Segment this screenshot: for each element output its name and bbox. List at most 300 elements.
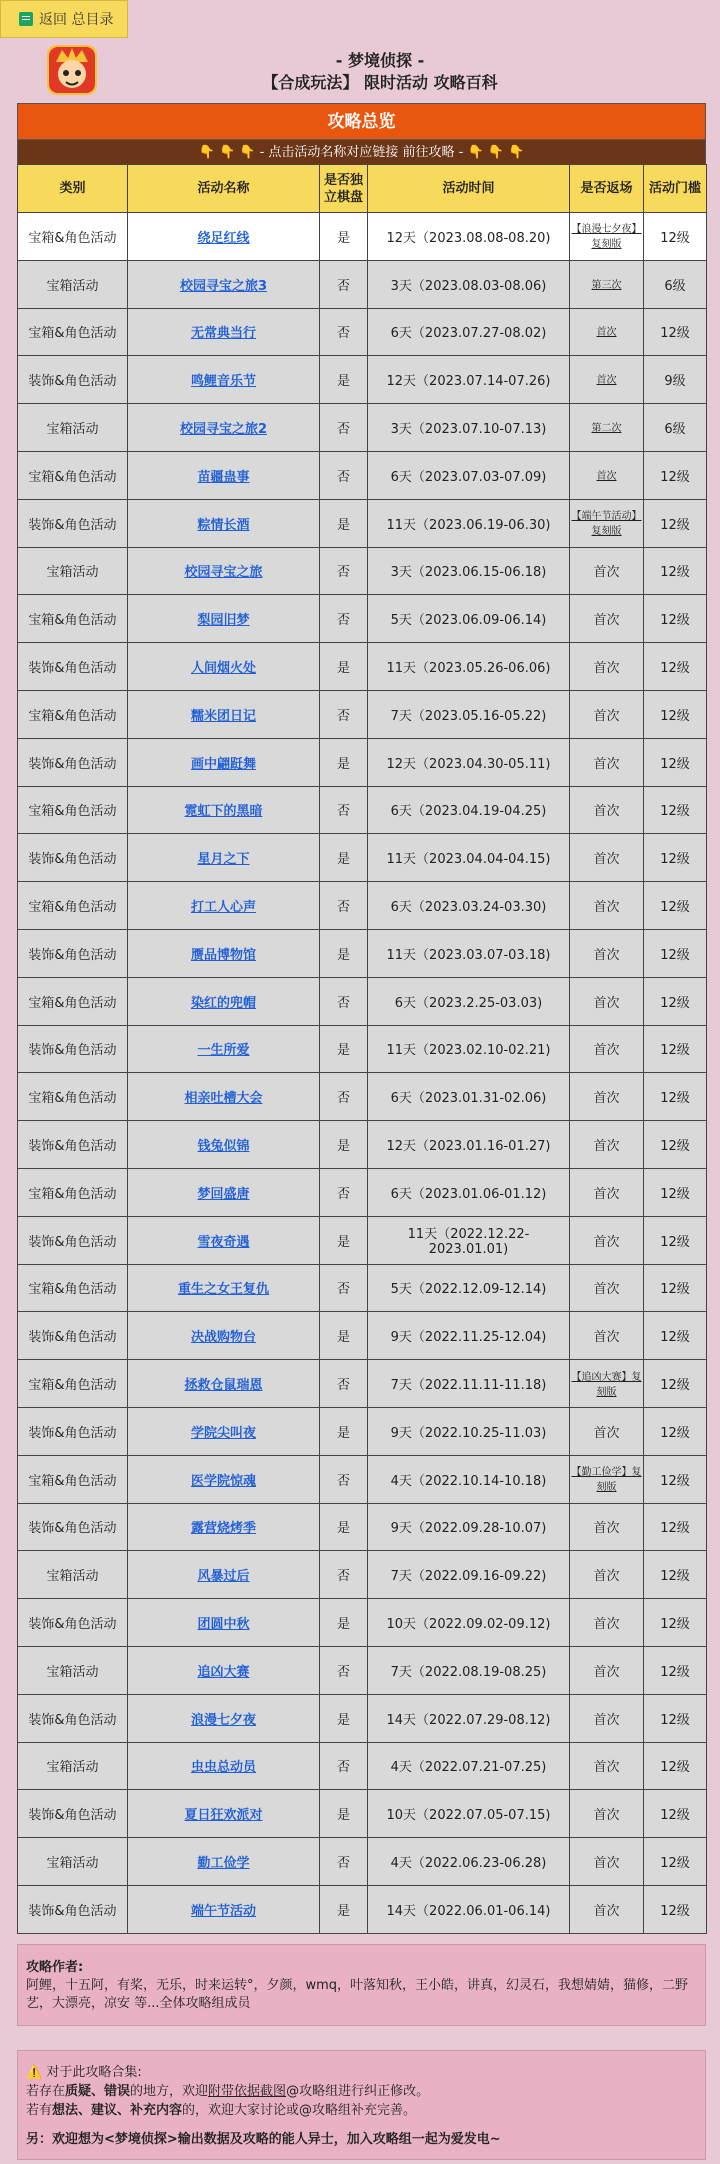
rerun-link-text[interactable]: 首次 — [596, 375, 617, 387]
cell-activity-time: 12天（2023.07.14-07.26) — [368, 356, 570, 404]
cell-separate-board: 是 — [320, 1503, 368, 1551]
cell-rerun-text: 首次 — [593, 1617, 620, 1632]
cell-level-req: 12级 — [644, 1885, 707, 1933]
cell-rerun — [570, 1885, 644, 1933]
cell-rerun-text: 首次 — [593, 1569, 620, 1585]
table-row — [18, 1073, 707, 1121]
activity-link-text[interactable]: 染红的兜帽 — [190, 995, 256, 1011]
activity-link[interactable] — [128, 1503, 320, 1551]
cell-rerun — [570, 643, 644, 691]
table-row — [18, 1121, 707, 1169]
activity-link-text[interactable]: 露营烧烤季 — [190, 1521, 256, 1537]
activity-link-text[interactable]: 校园寻宝之旅3 — [179, 278, 268, 294]
activity-link[interactable] — [128, 308, 320, 356]
cell-level-req: 12级 — [644, 1838, 707, 1886]
activity-link[interactable] — [128, 1121, 320, 1169]
table-row — [18, 977, 707, 1025]
cell-separate-board: 否 — [320, 595, 368, 643]
activity-link-text[interactable]: 拯救仓鼠瑞恩 — [184, 1378, 263, 1394]
activity-link-text[interactable]: 星月之下 — [197, 852, 250, 868]
cell-category: 宝箱活动 — [18, 547, 128, 595]
cell-rerun — [570, 882, 644, 930]
activity-link[interactable] — [128, 1694, 320, 1742]
cell-separate-board: 是 — [320, 643, 368, 691]
cell-category: 装饰&角色活动 — [18, 929, 128, 977]
cell-level-req: 12级 — [644, 1694, 707, 1742]
table-row — [18, 643, 707, 691]
header-activity-time: 活动时间 — [368, 165, 570, 213]
rerun-link-text[interactable]: 首次 — [596, 470, 617, 482]
cell-activity-time: 3天（2023.07.10-07.13) — [368, 404, 570, 452]
cell-activity-time: 14天（2022.07.29-08.12) — [368, 1694, 570, 1742]
activity-link[interactable] — [128, 834, 320, 882]
cell-rerun — [570, 1742, 644, 1790]
cell-level-req: 12级 — [644, 977, 707, 1025]
cell-rerun-text: 首次 — [593, 1425, 620, 1441]
table-row — [18, 356, 707, 404]
cell-rerun — [570, 1168, 644, 1216]
table-row — [18, 1025, 707, 1073]
cell-activity-time: 7天（2023.05.16-05.22) — [368, 690, 570, 738]
activity-link-text[interactable]: 决战购物台 — [190, 1330, 256, 1346]
table-row — [18, 1790, 707, 1838]
cell-separate-board: 是 — [320, 1790, 368, 1838]
cell-level-req: 12级 — [644, 1646, 707, 1694]
activities-table — [17, 164, 707, 1934]
cell-category: 宝箱活动 — [18, 1838, 128, 1886]
activity-link[interactable] — [128, 1885, 320, 1933]
activity-link[interactable] — [128, 213, 320, 261]
cell-level-req: 12级 — [644, 929, 707, 977]
cell-activity-time: 3天（2023.08.03-08.06) — [368, 260, 570, 308]
cell-rerun-text: 首次 — [593, 995, 620, 1011]
spreadsheet-icon — [19, 12, 33, 26]
activity-link[interactable] — [128, 1216, 320, 1264]
activity-link-text[interactable]: 浪漫七夕夜 — [190, 1712, 256, 1728]
cell-activity-time: 11天（2022.12.22-2023.01.01) — [368, 1216, 570, 1264]
rerun-link-text[interactable]: 【勤工俭学】复刻版 — [571, 1467, 642, 1494]
table-row — [18, 308, 707, 356]
cell-activity-time: 9天（2022.11.25-12.04) — [368, 1312, 570, 1360]
rerun-link-text[interactable]: 【浪漫七夕夜】复刻版 — [571, 224, 642, 251]
cell-separate-board: 是 — [320, 1599, 368, 1647]
authors-panel — [17, 1944, 706, 2026]
cell-level-req: 12级 — [644, 738, 707, 786]
cell-separate-board: 否 — [320, 308, 368, 356]
cell-category: 宝箱活动 — [18, 260, 128, 308]
page-title: - 梦境侦探 - — [335, 51, 425, 70]
cell-activity-time: 7天（2022.08.19-08.25) — [368, 1646, 570, 1694]
cell-level-req: 12级 — [644, 1455, 707, 1503]
cell-rerun — [570, 1407, 644, 1455]
table-header-row — [18, 165, 707, 213]
table-row — [18, 882, 707, 930]
rerun-link[interactable] — [570, 451, 644, 499]
header-level-req: 活动门槛 — [644, 165, 707, 213]
cell-category: 宝箱&角色活动 — [18, 451, 128, 499]
cell-rerun-text: 首次 — [593, 565, 620, 581]
cell-level-req: 12级 — [644, 882, 707, 930]
cell-category: 装饰&角色活动 — [18, 356, 128, 404]
activity-link-text[interactable]: 端午节活动 — [190, 1903, 256, 1919]
cell-separate-board: 否 — [320, 1646, 368, 1694]
table-row — [18, 1407, 707, 1455]
rerun-link[interactable] — [570, 213, 644, 261]
cell-category: 宝箱&角色活动 — [18, 1455, 128, 1503]
activity-link-text[interactable]: 钱兔似锦 — [197, 1139, 250, 1155]
cell-rerun-text: 首次 — [593, 900, 620, 916]
cell-rerun — [570, 1264, 644, 1312]
activity-link-text[interactable]: 鸣鲤音乐节 — [190, 374, 256, 390]
activity-link-text[interactable]: 校园寻宝之旅2 — [179, 422, 268, 438]
activity-link-text[interactable]: 霓虹下的黑暗 — [184, 804, 263, 820]
activity-link[interactable] — [128, 643, 320, 691]
activity-link[interactable] — [128, 1025, 320, 1073]
cell-activity-time: 12天（2023.08.08-08.20) — [368, 213, 570, 261]
activity-link[interactable] — [128, 595, 320, 643]
activity-link[interactable] — [128, 1646, 320, 1694]
activity-link[interactable] — [128, 1790, 320, 1838]
cell-category: 宝箱&角色活动 — [18, 786, 128, 834]
activity-link[interactable] — [128, 1264, 320, 1312]
cell-rerun-text: 首次 — [593, 613, 620, 629]
cell-activity-time: 6天（2023.2.25-03.03) — [368, 977, 570, 1025]
cell-category: 宝箱活动 — [18, 1646, 128, 1694]
cell-level-req: 12级 — [644, 1360, 707, 1408]
activity-link-text[interactable]: 打工人心声 — [190, 900, 256, 916]
cell-category: 宝箱活动 — [18, 404, 128, 452]
activity-link[interactable] — [128, 1073, 320, 1121]
cell-activity-time: 6天（2023.07.27-08.02) — [368, 308, 570, 356]
rerun-link[interactable] — [570, 404, 644, 452]
cell-level-req: 12级 — [644, 1168, 707, 1216]
rerun-link-text[interactable]: 【端午节活动】复刻版 — [571, 511, 642, 538]
game-logo — [46, 44, 98, 96]
cell-rerun-text: 首次 — [593, 1855, 620, 1871]
cell-separate-board: 否 — [320, 882, 368, 930]
activity-link[interactable] — [128, 1599, 320, 1647]
cell-category: 装饰&角色活动 — [18, 834, 128, 882]
cell-activity-time: 11天（2023.02.10-02.21) — [368, 1025, 570, 1073]
table-row — [18, 1742, 707, 1790]
rerun-link[interactable] — [570, 499, 644, 547]
rerun-link[interactable] — [570, 356, 644, 404]
cell-separate-board: 是 — [320, 1216, 368, 1264]
notes-intro: 对于此攻略合集: — [46, 2065, 142, 2080]
activity-link-text[interactable]: 赝品博物馆 — [190, 947, 256, 963]
cell-level-req: 6级 — [644, 260, 707, 308]
cell-activity-time: 6天（2023.07.03-07.09) — [368, 451, 570, 499]
cell-activity-time: 6天（2023.03.24-03.30) — [368, 882, 570, 930]
cell-level-req: 12级 — [644, 1790, 707, 1838]
cell-separate-board: 否 — [320, 977, 368, 1025]
table-row — [18, 690, 707, 738]
cell-rerun — [570, 834, 644, 882]
cell-category: 装饰&角色活动 — [18, 1885, 128, 1933]
header-activity-name: 活动名称 — [128, 165, 320, 213]
activity-link-text[interactable]: 风暴过后 — [197, 1569, 250, 1585]
cell-activity-time: 11天（2023.03.07-03.18) — [368, 929, 570, 977]
cell-rerun — [570, 738, 644, 786]
cell-category: 装饰&角色活动 — [18, 738, 128, 786]
cell-category: 宝箱&角色活动 — [18, 882, 128, 930]
activity-link[interactable] — [128, 882, 320, 930]
back-to-index-button[interactable] — [0, 0, 128, 38]
rerun-link-text[interactable]: 第二次 — [591, 423, 622, 435]
cell-category: 装饰&角色活动 — [18, 499, 128, 547]
cell-category: 装饰&角色活动 — [18, 1694, 128, 1742]
cell-category: 装饰&角色活动 — [18, 1312, 128, 1360]
cell-rerun-text: 首次 — [593, 1234, 620, 1250]
table-row — [18, 786, 707, 834]
cell-level-req: 12级 — [644, 1407, 707, 1455]
cell-activity-time: 6天（2023.01.31-02.06) — [368, 1073, 570, 1121]
cell-rerun — [570, 786, 644, 834]
cell-activity-time: 14天（2022.06.01-06.14) — [368, 1885, 570, 1933]
cell-separate-board: 是 — [320, 499, 368, 547]
table-row — [18, 1885, 707, 1933]
cell-level-req: 12级 — [644, 1216, 707, 1264]
activity-link[interactable] — [128, 786, 320, 834]
page-subtitle: 【合成玩法】 限时活动 攻略百科 — [262, 73, 498, 92]
cell-rerun-text: 首次 — [593, 1808, 620, 1824]
table-row — [18, 404, 707, 452]
activity-link-text[interactable]: 雪夜奇遇 — [197, 1234, 250, 1250]
table-row — [18, 1838, 707, 1886]
table-row — [18, 1646, 707, 1694]
activity-link-text[interactable]: 梦回盛唐 — [197, 1186, 250, 1202]
table-row — [18, 1264, 707, 1312]
cell-level-req: 12级 — [644, 1025, 707, 1073]
cell-rerun-text: 首次 — [593, 852, 620, 868]
rerun-link[interactable] — [570, 1360, 644, 1408]
activity-link-text[interactable]: 校园寻宝之旅 — [184, 565, 263, 581]
table-row — [18, 1694, 707, 1742]
cell-category: 宝箱活动 — [18, 1551, 128, 1599]
rerun-link-text[interactable]: 【追凶大赛】复刻版 — [571, 1371, 642, 1398]
activity-link[interactable] — [128, 547, 320, 595]
cell-separate-board: 否 — [320, 1360, 368, 1408]
activity-link-text[interactable]: 重生之女王复仇 — [177, 1282, 269, 1298]
cell-category: 装饰&角色活动 — [18, 1025, 128, 1073]
table-subbanner: 👇 👇 👇 - 点击活动名称对应链接 前往攻略 - 👇 👇 👇 — [17, 139, 706, 164]
cell-rerun — [570, 929, 644, 977]
cell-rerun — [570, 1599, 644, 1647]
activity-link-text[interactable]: 梨园旧梦 — [197, 613, 250, 629]
table-row — [18, 1455, 707, 1503]
cell-category: 装饰&角色活动 — [18, 1790, 128, 1838]
cell-separate-board: 否 — [320, 451, 368, 499]
cell-activity-time: 4天（2022.07.21-07.25) — [368, 1742, 570, 1790]
cell-separate-board: 否 — [320, 547, 368, 595]
cell-separate-board: 是 — [320, 1885, 368, 1933]
cell-category: 宝箱活动 — [18, 1742, 128, 1790]
cell-rerun-text: 首次 — [593, 1091, 620, 1107]
cell-rerun-text: 首次 — [593, 1043, 620, 1059]
cell-rerun — [570, 1790, 644, 1838]
activity-link[interactable] — [128, 260, 320, 308]
cell-activity-time: 9天（2022.09.28-10.07) — [368, 1503, 570, 1551]
cell-category: 装饰&角色活动 — [18, 1599, 128, 1647]
cell-level-req: 9级 — [644, 356, 707, 404]
table-row — [18, 834, 707, 882]
cell-activity-time: 4天（2022.06.23-06.28) — [368, 1838, 570, 1886]
cell-rerun-text: 首次 — [593, 1521, 620, 1537]
activity-link[interactable] — [128, 1838, 320, 1886]
table-row — [18, 547, 707, 595]
cell-level-req: 12级 — [644, 1503, 707, 1551]
cell-category: 装饰&角色活动 — [18, 1216, 128, 1264]
cell-activity-time: 12天（2023.01.16-01.27) — [368, 1121, 570, 1169]
activity-link[interactable] — [128, 1407, 320, 1455]
table-row — [18, 1312, 707, 1360]
cell-level-req: 12级 — [644, 786, 707, 834]
activity-link[interactable] — [128, 1312, 320, 1360]
activity-link-text[interactable]: 绕足红线 — [197, 230, 250, 246]
overview-table-section — [17, 103, 706, 1934]
activity-link[interactable] — [128, 1455, 320, 1503]
activity-link-text[interactable]: 虫虫总动员 — [190, 1760, 256, 1776]
cell-level-req: 12级 — [644, 499, 707, 547]
cell-separate-board: 否 — [320, 786, 368, 834]
cell-level-req: 12级 — [644, 643, 707, 691]
activity-link[interactable] — [128, 356, 320, 404]
cell-category: 宝箱&角色活动 — [18, 1360, 128, 1408]
cell-rerun-text: 首次 — [593, 1760, 620, 1776]
cell-category: 装饰&角色活动 — [18, 1407, 128, 1455]
activity-link-text[interactable]: 苗疆蛊事 — [197, 469, 250, 485]
activity-link[interactable] — [128, 1742, 320, 1790]
rerun-link-text[interactable]: 第三次 — [591, 279, 622, 291]
activity-link-text[interactable]: 相亲吐槽大会 — [184, 1091, 263, 1107]
cell-separate-board: 否 — [320, 404, 368, 452]
cell-rerun-text: 首次 — [593, 947, 620, 963]
cell-rerun — [570, 977, 644, 1025]
cell-rerun — [570, 1312, 644, 1360]
activity-link[interactable] — [128, 451, 320, 499]
rerun-link[interactable] — [570, 1455, 644, 1503]
cell-category: 宝箱&角色活动 — [18, 213, 128, 261]
activity-link[interactable] — [128, 499, 320, 547]
cell-rerun-text: 首次 — [593, 1186, 620, 1202]
cell-rerun — [570, 1121, 644, 1169]
activity-link-text[interactable]: 学院尖叫夜 — [190, 1425, 256, 1441]
cell-rerun — [570, 1025, 644, 1073]
activity-link-text[interactable]: 人间烟火处 — [190, 661, 256, 677]
cell-level-req: 12级 — [644, 690, 707, 738]
table-row — [18, 499, 707, 547]
activity-link[interactable] — [128, 929, 320, 977]
table-row — [18, 451, 707, 499]
cell-rerun-text: 首次 — [593, 1712, 620, 1728]
cell-separate-board: 是 — [320, 1407, 368, 1455]
cell-rerun-text: 首次 — [593, 804, 620, 820]
cell-separate-board: 否 — [320, 1838, 368, 1886]
activity-link-text[interactable]: 勤工俭学 — [197, 1855, 250, 1871]
activity-link-text[interactable]: 无常典当行 — [190, 326, 256, 342]
cell-category: 宝箱&角色活动 — [18, 977, 128, 1025]
activity-link[interactable] — [128, 1551, 320, 1599]
rerun-link[interactable] — [570, 308, 644, 356]
cell-level-req: 6级 — [644, 404, 707, 452]
activity-link-text[interactable]: 一生所爱 — [197, 1043, 250, 1059]
cell-separate-board: 是 — [320, 1025, 368, 1073]
cell-rerun-text: 首次 — [593, 1282, 620, 1298]
cell-rerun-text: 首次 — [593, 708, 620, 724]
cell-category: 宝箱&角色活动 — [18, 1073, 128, 1121]
cell-separate-board: 是 — [320, 1694, 368, 1742]
cell-level-req: 12级 — [644, 451, 707, 499]
activity-link[interactable] — [128, 404, 320, 452]
table-row — [18, 1168, 707, 1216]
cell-rerun — [570, 547, 644, 595]
cell-level-req: 12级 — [644, 1264, 707, 1312]
activity-link[interactable] — [128, 738, 320, 786]
cell-separate-board: 否 — [320, 1455, 368, 1503]
rerun-link-text[interactable]: 首次 — [596, 327, 617, 339]
cell-category: 宝箱&角色活动 — [18, 1264, 128, 1312]
cell-rerun-text: 首次 — [593, 1664, 620, 1680]
cell-activity-time: 10天（2022.07.05-07.15) — [368, 1790, 570, 1838]
cell-category: 宝箱&角色活动 — [18, 690, 128, 738]
cell-activity-time: 10天（2022.09.02-09.12) — [368, 1599, 570, 1647]
cell-separate-board: 是 — [320, 738, 368, 786]
cell-activity-time: 5天（2023.06.09-06.14) — [368, 595, 570, 643]
cell-rerun-text: 首次 — [593, 756, 620, 772]
activity-link-text[interactable]: 画中翩跹舞 — [190, 756, 256, 772]
cell-separate-board: 否 — [320, 260, 368, 308]
page-header — [230, 50, 530, 94]
activity-link-text[interactable]: 医学院惊魂 — [190, 1473, 256, 1489]
cell-level-req: 12级 — [644, 1742, 707, 1790]
cell-level-req: 12级 — [644, 595, 707, 643]
cell-rerun-text: 首次 — [593, 1903, 620, 1919]
activity-link-text[interactable]: 夏日狂欢派对 — [184, 1808, 263, 1824]
cell-level-req: 12级 — [644, 1551, 707, 1599]
cell-activity-time: 5天（2022.12.09-12.14) — [368, 1264, 570, 1312]
table-row — [18, 260, 707, 308]
activity-link-text[interactable]: 粽情长酒 — [197, 517, 250, 533]
table-row — [18, 1216, 707, 1264]
cell-separate-board: 否 — [320, 1742, 368, 1790]
activity-link[interactable] — [128, 690, 320, 738]
cell-rerun — [570, 1838, 644, 1886]
header-separate-board: 是否独立棋盘 — [320, 165, 368, 213]
activity-link[interactable] — [128, 977, 320, 1025]
activity-link-text[interactable]: 糯米团日记 — [190, 708, 256, 724]
cell-activity-time: 11天（2023.04.04-04.15) — [368, 834, 570, 882]
authors-label: 攻略作者: — [26, 1960, 84, 1975]
cell-separate-board: 否 — [320, 1073, 368, 1121]
activity-link-text[interactable]: 团圆中秋 — [197, 1617, 250, 1632]
activity-link[interactable] — [128, 1360, 320, 1408]
table-row — [18, 1360, 707, 1408]
table-row — [18, 595, 707, 643]
activity-link[interactable] — [128, 1168, 320, 1216]
cell-category: 装饰&角色活动 — [18, 1121, 128, 1169]
rerun-link[interactable] — [570, 260, 644, 308]
cell-category: 装饰&角色活动 — [18, 1503, 128, 1551]
activity-link-text[interactable]: 追凶大赛 — [197, 1664, 250, 1680]
table-row — [18, 213, 707, 261]
cell-rerun — [570, 690, 644, 738]
cell-separate-board: 否 — [320, 1264, 368, 1312]
cell-rerun-text: 首次 — [593, 661, 620, 677]
table-row — [18, 1551, 707, 1599]
table-banner: 攻略总览 — [17, 103, 706, 139]
cell-level-req: 12级 — [644, 1073, 707, 1121]
notes-recruit: 另：欢迎想为<梦境侦探>输出数据及攻略的能人异士，加入攻略组一起为爱发电~ — [26, 2132, 501, 2147]
